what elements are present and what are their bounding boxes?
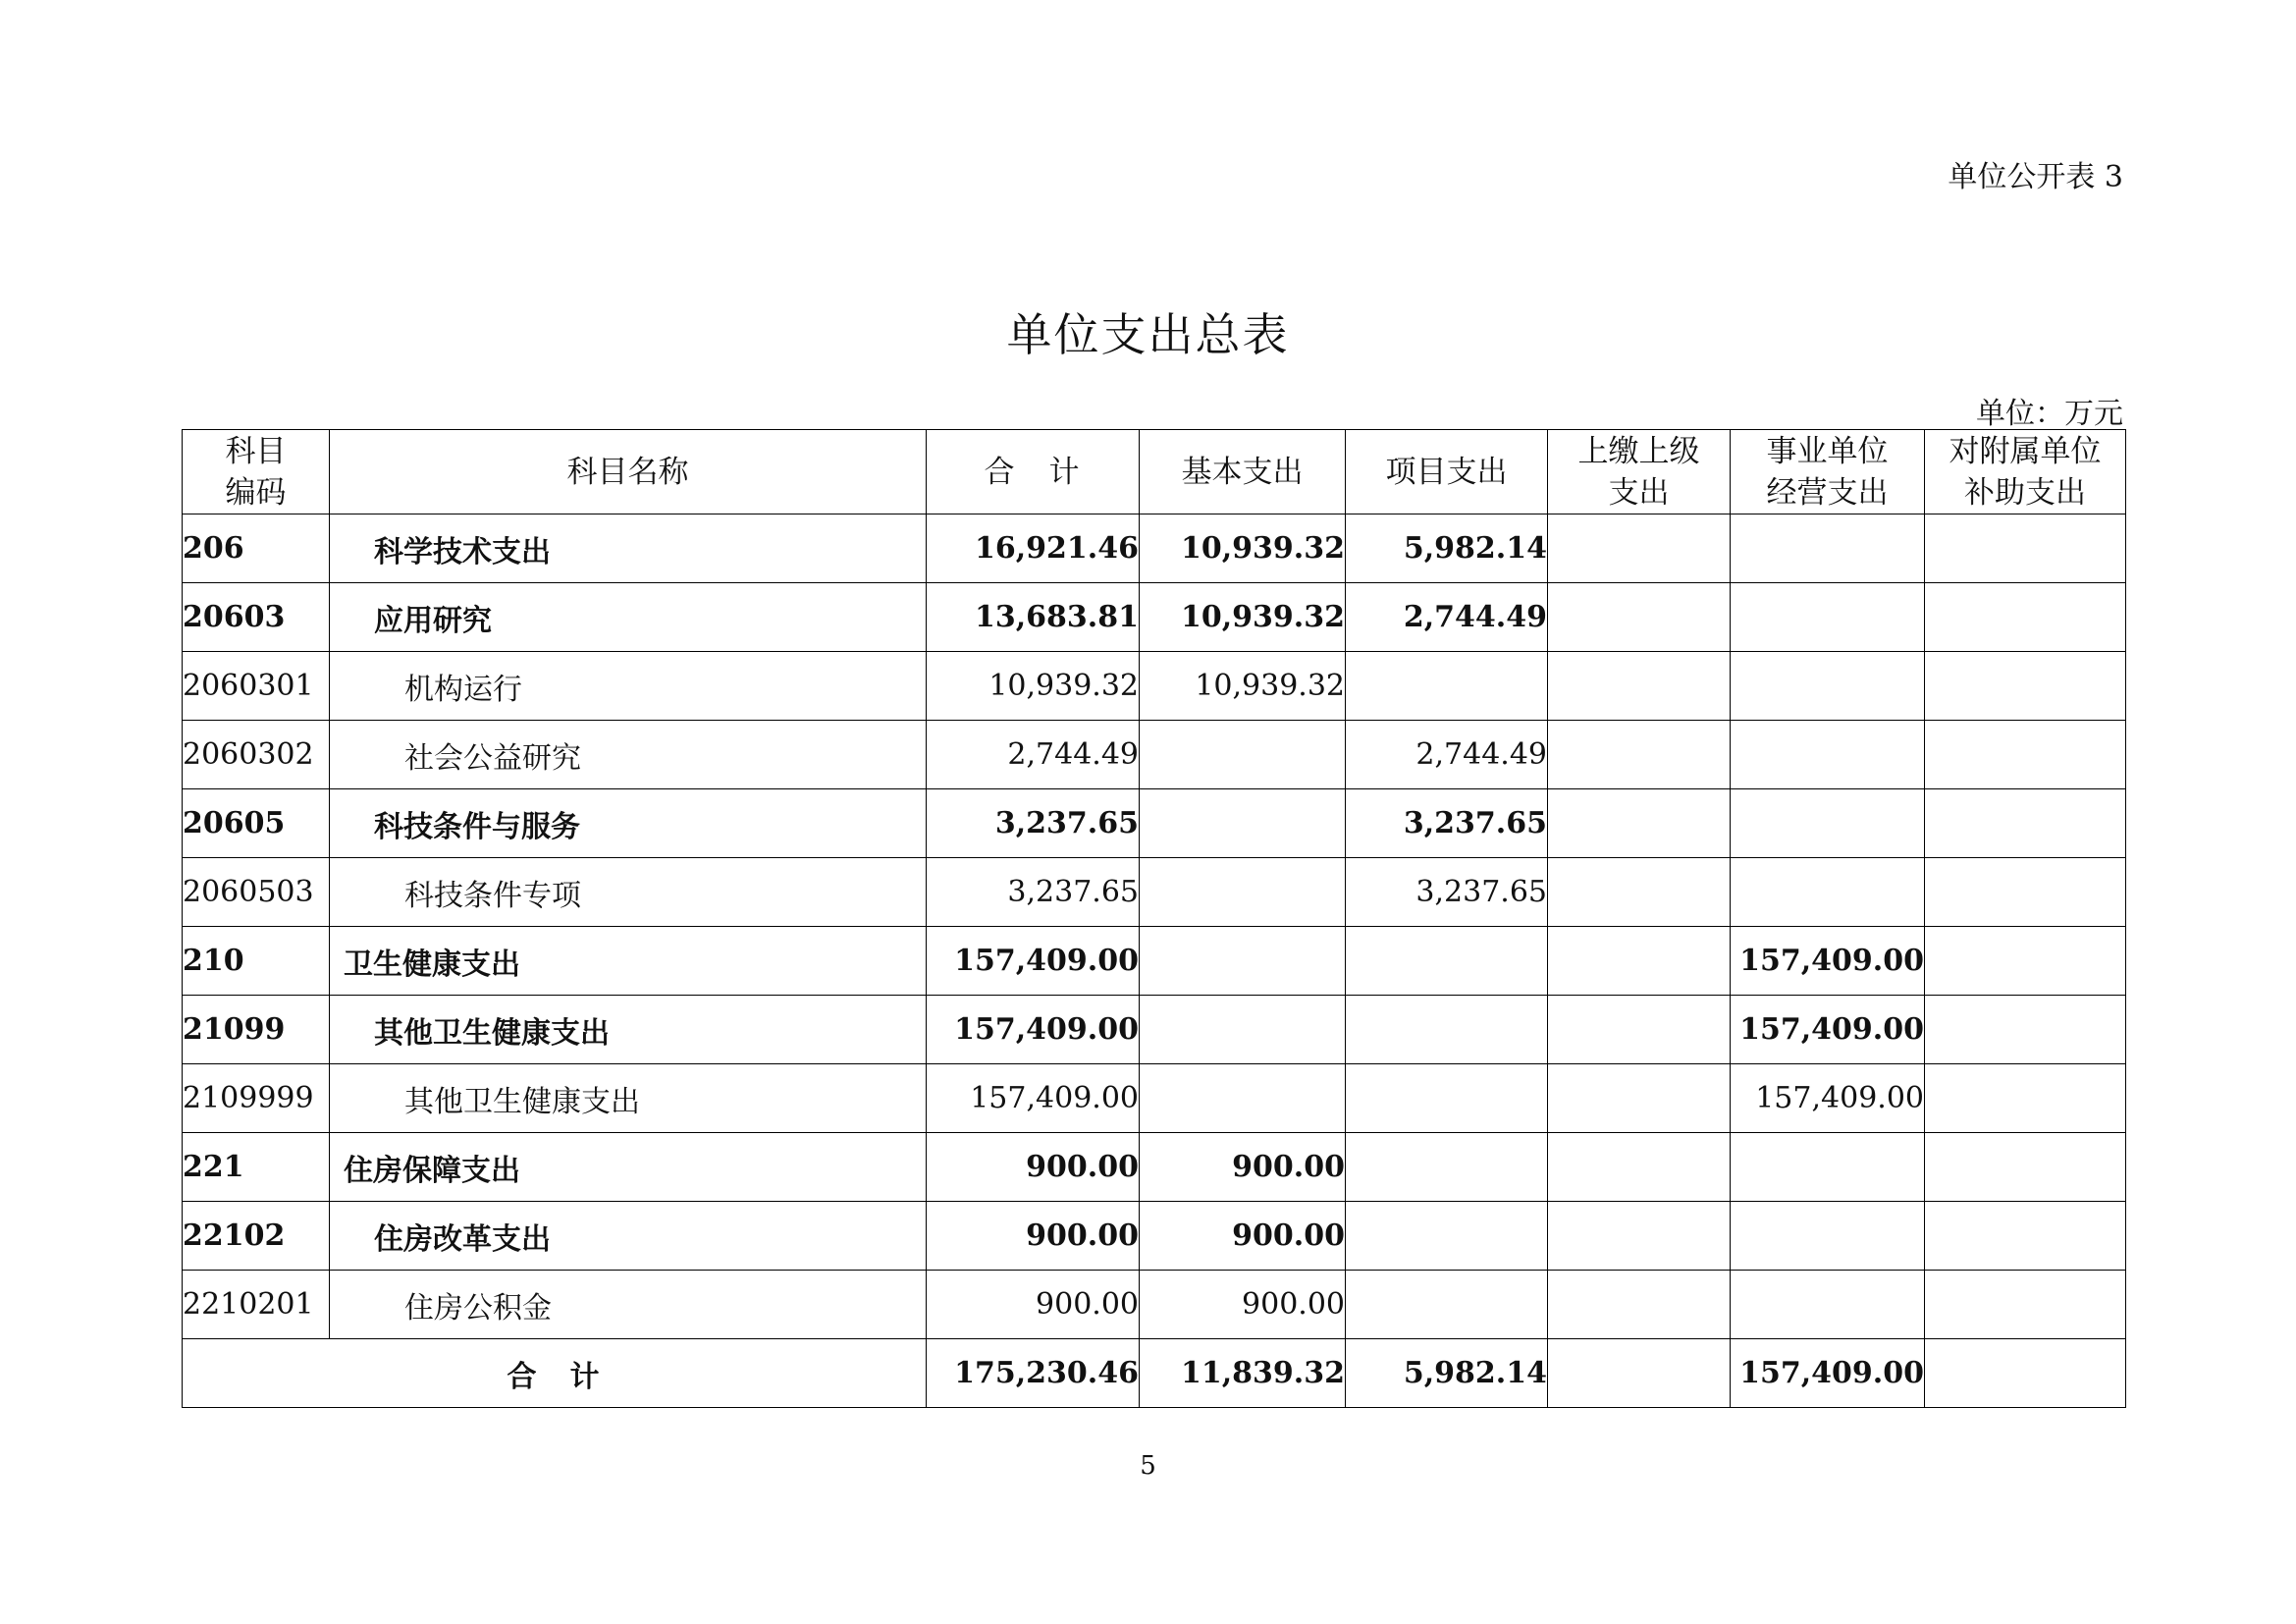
- row-name: 其他卫生健康支出: [330, 996, 927, 1064]
- row-upper: [1548, 583, 1731, 652]
- row-total: 2,744.49: [927, 721, 1140, 789]
- row-total: 157,409.00: [927, 1064, 1140, 1133]
- row-total: 157,409.00: [927, 996, 1140, 1064]
- row-name: 卫生健康支出: [330, 927, 927, 996]
- row-project: [1346, 996, 1548, 1064]
- row-code: 21099: [183, 996, 330, 1064]
- row-name: 机构运行: [330, 652, 927, 721]
- total-subsidy: [1925, 1339, 2126, 1408]
- table-row: [183, 1064, 2126, 1133]
- row-business: [1731, 514, 1925, 583]
- row-business: [1731, 721, 1925, 789]
- table-row: [183, 927, 2126, 996]
- table-total-row: [183, 1339, 2126, 1408]
- table-row: [183, 1202, 2126, 1271]
- row-name: 社会公益研究: [330, 721, 927, 789]
- row-project: 2,744.49: [1346, 583, 1548, 652]
- row-code: 2060503: [183, 858, 330, 927]
- row-total: 13,683.81: [927, 583, 1140, 652]
- row-total: 3,237.65: [927, 789, 1140, 858]
- total-total: 175,230.46: [927, 1339, 1140, 1408]
- row-subsidy: [1925, 789, 2126, 858]
- row-business: 157,409.00: [1731, 927, 1925, 996]
- row-business: [1731, 858, 1925, 927]
- row-code: 2060301: [183, 652, 330, 721]
- row-total: 10,939.32: [927, 652, 1140, 721]
- total-upper: [1548, 1339, 1731, 1408]
- table-row: [183, 996, 2126, 1064]
- row-code: 2060302: [183, 721, 330, 789]
- header-project: 项目支出: [1346, 430, 1548, 514]
- total-business: 157,409.00: [1731, 1339, 1925, 1408]
- row-business: [1731, 1271, 1925, 1339]
- row-project: [1346, 1064, 1548, 1133]
- row-code: 221: [183, 1133, 330, 1202]
- row-subsidy: [1925, 514, 2126, 583]
- row-name: 科学技术支出: [330, 514, 927, 583]
- row-business: 157,409.00: [1731, 1064, 1925, 1133]
- table-row: [183, 858, 2126, 927]
- row-upper: [1548, 1064, 1731, 1133]
- table-row: [183, 583, 2126, 652]
- row-upper: [1548, 789, 1731, 858]
- page-title: 单位支出总表: [1006, 308, 1290, 361]
- table-row: [183, 721, 2126, 789]
- row-upper: [1548, 514, 1731, 583]
- total-project: 5,982.14: [1346, 1339, 1548, 1408]
- row-subsidy: [1925, 1202, 2126, 1271]
- expenditure-table: [182, 429, 2126, 1408]
- row-subsidy: [1925, 996, 2126, 1064]
- row-business: 157,409.00: [1731, 996, 1925, 1064]
- row-subsidy: [1925, 721, 2126, 789]
- table-row: [183, 514, 2126, 583]
- row-business: [1731, 583, 1925, 652]
- header-code: 科目编码: [183, 430, 330, 514]
- row-basic: 900.00: [1140, 1271, 1346, 1339]
- row-total: 900.00: [927, 1271, 1140, 1339]
- row-name: 科技条件与服务: [330, 789, 927, 858]
- row-upper: [1548, 1202, 1731, 1271]
- row-project: [1346, 1271, 1548, 1339]
- row-upper: [1548, 652, 1731, 721]
- header-upper: 上缴上级支出: [1548, 430, 1731, 514]
- total-basic: 11,839.32: [1140, 1339, 1346, 1408]
- doc-label: 单位公开表 3: [1948, 160, 2123, 194]
- row-name: 住房公积金: [330, 1271, 927, 1339]
- row-basic: [1140, 858, 1346, 927]
- row-upper: [1548, 1271, 1731, 1339]
- row-subsidy: [1925, 1133, 2126, 1202]
- row-project: 2,744.49: [1346, 721, 1548, 789]
- row-upper: [1548, 996, 1731, 1064]
- row-code: 22102: [183, 1202, 330, 1271]
- row-subsidy: [1925, 858, 2126, 927]
- row-project: 5,982.14: [1346, 514, 1548, 583]
- row-basic: [1140, 1064, 1346, 1133]
- row-basic: [1140, 996, 1346, 1064]
- row-basic: 900.00: [1140, 1202, 1346, 1271]
- row-upper: [1548, 1133, 1731, 1202]
- total-label: 合 计: [183, 1339, 927, 1408]
- row-total: 16,921.46: [927, 514, 1140, 583]
- table-row: [183, 789, 2126, 858]
- header-name: 科目名称: [330, 430, 927, 514]
- table-row: [183, 652, 2126, 721]
- row-basic: 10,939.32: [1140, 583, 1346, 652]
- row-project: [1346, 1133, 1548, 1202]
- row-basic: 10,939.32: [1140, 652, 1346, 721]
- row-subsidy: [1925, 652, 2126, 721]
- row-code: 20603: [183, 583, 330, 652]
- row-project: 3,237.65: [1346, 858, 1548, 927]
- row-basic: [1140, 789, 1346, 858]
- row-basic: 10,939.32: [1140, 514, 1346, 583]
- row-basic: [1140, 927, 1346, 996]
- row-upper: [1548, 927, 1731, 996]
- row-subsidy: [1925, 583, 2126, 652]
- table-header-row: [183, 430, 2126, 514]
- header-total: 合 计: [927, 430, 1140, 514]
- page-number: 5: [1140, 1451, 1156, 1481]
- row-total: 3,237.65: [927, 858, 1140, 927]
- row-upper: [1548, 721, 1731, 789]
- row-project: 3,237.65: [1346, 789, 1548, 858]
- header-business: 事业单位经营支出: [1731, 430, 1925, 514]
- row-project: [1346, 652, 1548, 721]
- row-business: [1731, 652, 1925, 721]
- table-row: [183, 1133, 2126, 1202]
- row-name: 住房改革支出: [330, 1202, 927, 1271]
- row-name: 其他卫生健康支出: [330, 1064, 927, 1133]
- row-project: [1346, 927, 1548, 996]
- row-business: [1731, 1202, 1925, 1271]
- row-basic: [1140, 721, 1346, 789]
- header-basic: 基本支出: [1140, 430, 1346, 514]
- header-subsidy: 对附属单位补助支出: [1925, 430, 2126, 514]
- row-code: 2109999: [183, 1064, 330, 1133]
- row-code: 210: [183, 927, 330, 996]
- row-total: 900.00: [927, 1133, 1140, 1202]
- table-row: [183, 1271, 2126, 1339]
- row-code: 206: [183, 514, 330, 583]
- row-project: [1346, 1202, 1548, 1271]
- row-subsidy: [1925, 927, 2126, 996]
- row-name: 住房保障支出: [330, 1133, 927, 1202]
- row-total: 157,409.00: [927, 927, 1140, 996]
- row-total: 900.00: [927, 1202, 1140, 1271]
- unit-label: 单位：万元: [1976, 397, 2123, 431]
- row-upper: [1548, 858, 1731, 927]
- row-name: 科技条件专项: [330, 858, 927, 927]
- row-code: 2210201: [183, 1271, 330, 1339]
- row-business: [1731, 1133, 1925, 1202]
- row-code: 20605: [183, 789, 330, 858]
- row-name: 应用研究: [330, 583, 927, 652]
- row-subsidy: [1925, 1271, 2126, 1339]
- row-subsidy: [1925, 1064, 2126, 1133]
- row-basic: 900.00: [1140, 1133, 1346, 1202]
- row-business: [1731, 789, 1925, 858]
